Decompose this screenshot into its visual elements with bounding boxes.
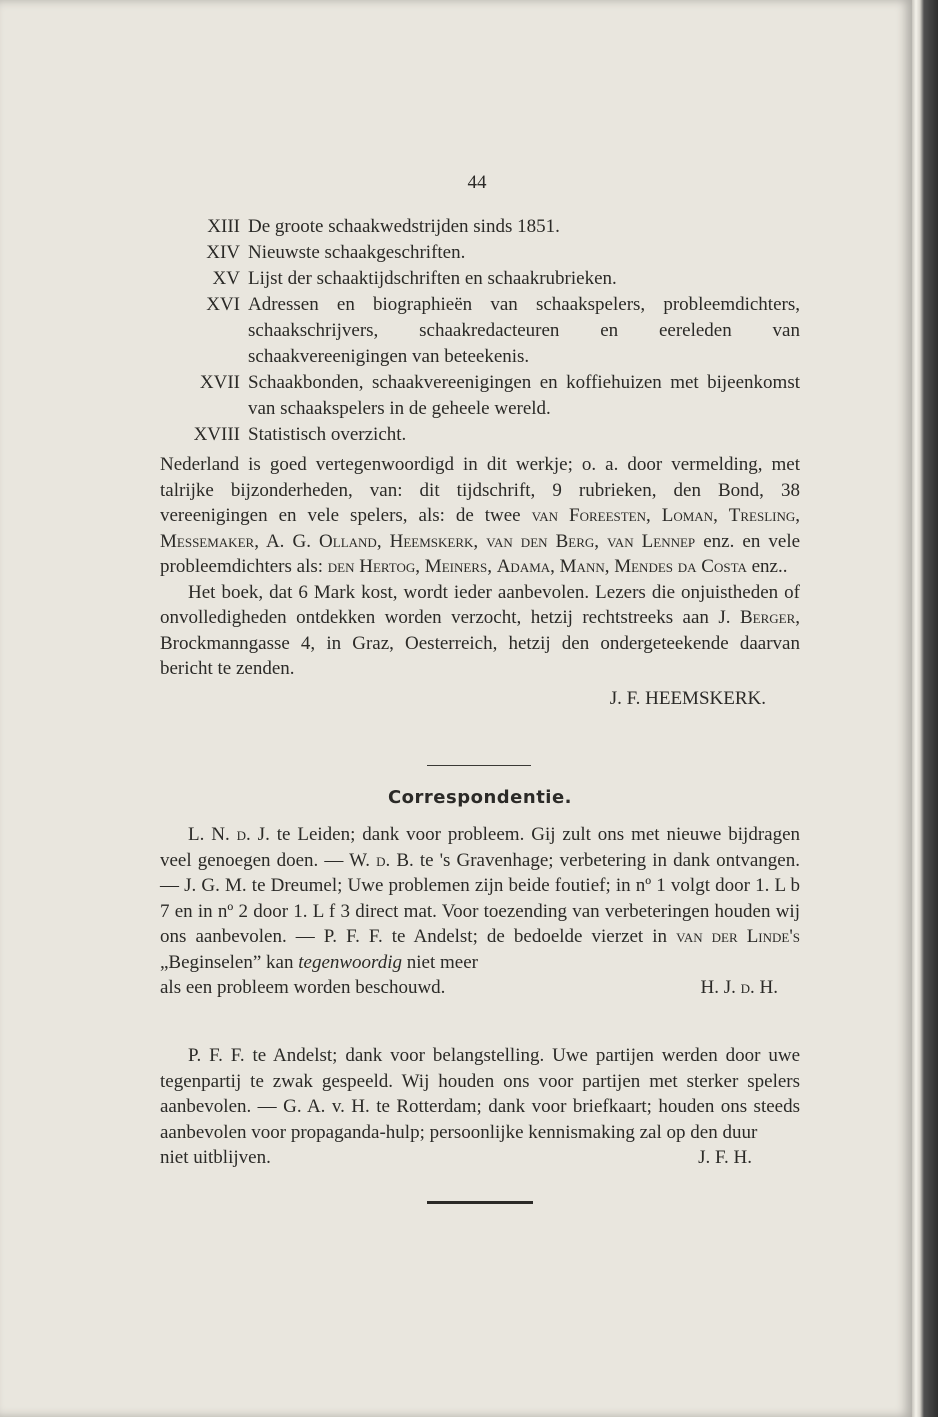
toc-text: De groote schaakwedstrijden sinds 1851. (248, 216, 560, 237)
signature: H. J. d. H. (700, 977, 778, 998)
signature: J. F. HEEMSKERK. (609, 687, 766, 709)
paragraph-text: Het boek, dat 6 Mark kost, wordt ieder aanbevolen. Lezers die onjuistheden of onvolledigheden ontdekken worden verzocht, hetzij rechtstreeks aan J. Berger, Brockmanngasse 4, in Graz, Oesterreich, hetzij den ondergeteekende daarvan bericht te zenden. (160, 581, 800, 679)
toc-number: XVI (206, 294, 240, 315)
toc-item (160, 370, 800, 422)
correspondence-2 (160, 1043, 800, 1171)
toc-number: XV (212, 268, 240, 289)
toc-item (160, 266, 800, 292)
divider (427, 765, 531, 766)
correspondence-1 (160, 822, 800, 1001)
toc-item (160, 422, 800, 448)
toc-text: Lijst der schaaktijdschriften en schaakrubrieken. (248, 268, 617, 289)
section-heading: Correspondentie. (387, 787, 573, 808)
signature: J. F. H. (698, 1147, 752, 1168)
closing-line: niet uitblijven. J. F. H. (160, 1145, 800, 1171)
toc-text: Nieuwste schaakgeschriften. (248, 242, 466, 263)
toc-item (160, 214, 800, 240)
toc-item (160, 240, 800, 266)
toc-number: XVIII (193, 424, 240, 445)
paragraph-text: P. F. F. te Andelst; dank voor belangstelling. Uwe partijen werden door uwe tegenpartij te zwak gespeeld. Wij houden ons voor partijen met sterker spelers aanbevolen. — G. A. v. H. te Rotterdam; dank voor briefkaart; houden ons steeds aanbevolen voor propaganda-hulp; persoonlijke kennismaking zal op den duur (160, 1045, 800, 1143)
page-number: 44 (467, 172, 487, 193)
toc-item (160, 292, 800, 370)
divider (427, 1201, 533, 1204)
toc-number: XVII (199, 372, 240, 393)
toc-number: XIII (207, 216, 240, 237)
paragraph-nederland (160, 452, 800, 711)
toc-number: XIV (206, 242, 240, 263)
toc-text: Statistisch overzicht. (248, 424, 407, 445)
closing-line: als een probleem worden beschouwd. H. J. d. H. (160, 975, 800, 1001)
toc-text: Schaakbonden, schaakvereenigingen en koffiehuizen met bijeenkomst van schaakspelers in de geheele wereld. (248, 372, 800, 419)
toc-list (160, 214, 800, 448)
page-edge (912, 0, 938, 1417)
toc-text: Adressen en biographieën van schaakspelers, probleemdichters, schaakschrijvers, schaakredacteuren en eereleden van schaakvereenigingen van beteekenis. (248, 294, 800, 367)
paragraph-text: L. N. d. J. te Leiden; dank voor probleem. Gij zult ons met nieuwe bijdragen veel genoegen doen. — W. d. B. te 's Gravenhage; verbetering in dank ontvangen. — J. G. M. te Dreumel; Uwe problemen zijn beide foutief; in nº 1 volgt door 1. L b 7 en in nº 2 door 1. L f 3 direct mat. Voor toezending van verbeteringen houden wij ons aanbevolen. — P. F. F. te Andelst; de bedoelde vierzet in van der Linde's „Beginselen” kan tegenwoordig niet meer (160, 824, 801, 973)
paragraph-text: Nederland is goed vertegenwoordigd in dit werkje; o. a. door vermelding, met talrijke bijzonderheden, van: dit tijdschrift, 9 rubrieken, den Bond, 38 vereenigingen en vele spelers, als: de twee van Foreesten, Loman, Tresling, Messemaker, A. G. Olland, Heemskerk, van den Berg, van Lennep enz. en vele probleemdichters als: den Hertog, Meiners, Adama, Mann, Mendes da Costa enz.. (160, 454, 801, 577)
